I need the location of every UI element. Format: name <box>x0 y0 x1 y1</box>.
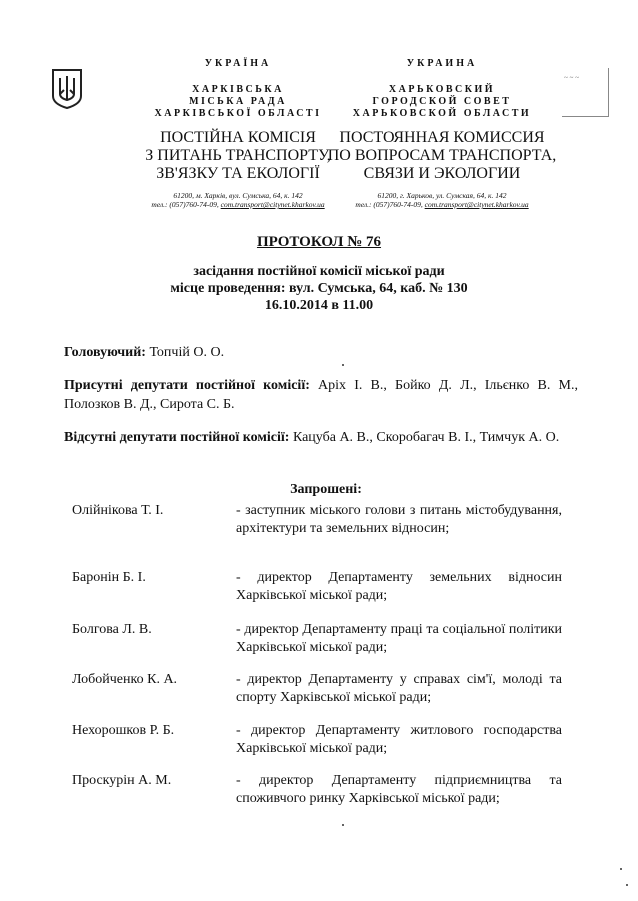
commission-name <box>322 129 562 183</box>
stamp-scribble-icon: ~ ~ ~ <box>564 74 579 82</box>
scan-speck <box>342 364 344 366</box>
address-line: 61200, г. Харьков, ул. Сумская, 64, к. 142 <box>377 191 507 200</box>
commission-line: ПО ВОПРОСАМ ТРАНСПОРТА, <box>327 147 557 164</box>
chair-value: Топчій О. О. <box>149 345 225 360</box>
header-russian <box>322 58 562 209</box>
email-link[interactable]: com.transport@citynet.kharkov.ua <box>220 200 325 209</box>
council-name <box>322 84 562 120</box>
phone-line: тел.: (057)760-74-09, <box>151 200 219 209</box>
coat-of-arms-icon <box>50 66 84 110</box>
invited-name: Лобойченко К. А. <box>72 672 178 687</box>
council-line: ГОРОДСКОЙ СОВЕТ <box>372 96 512 107</box>
registration-stamp <box>562 68 609 117</box>
invited-position: - заступник міського голови з питань містобудування, архітектури та земельних відносин; <box>236 503 562 536</box>
invited-name: Баронін Б. І. <box>72 570 146 585</box>
present-paragraph <box>64 376 578 414</box>
commission-line: СВЯЗИ И ЭКОЛОГИИ <box>363 165 521 182</box>
invited-name: Болгова Л. В. <box>72 622 152 637</box>
scan-speck <box>620 868 622 870</box>
header-ukrainian <box>138 58 338 209</box>
invited-name: Нехорошков Р. Б. <box>72 723 175 738</box>
council-name <box>138 84 338 120</box>
commission-line: З ПИТАНЬ ТРАНСПОРТУ, <box>145 147 331 164</box>
invited-position: - директор Департаменту житлового господарства Харківської міської ради; <box>236 723 562 756</box>
commission-line: ПОСТОЯННАЯ КОМИССИЯ <box>339 129 545 146</box>
council-line: ХАРКІВСЬКОЇ ОБЛАСТІ <box>154 108 322 119</box>
meeting-location: місце проведення: вул. Сумська, 64, каб. № 130 <box>170 281 468 296</box>
council-line: ХАРКІВСЬКА <box>192 84 284 95</box>
commission-line: ПОСТІЙНА КОМІСІЯ <box>160 129 316 146</box>
commission-line: ЗВ'ЯЗКУ ТА ЕКОЛОГІЇ <box>156 165 320 182</box>
invited-name: Проскурін А. М. <box>72 773 172 788</box>
email-link[interactable]: com.transport@citynet.kharkov.ua <box>424 200 529 209</box>
contact-address <box>138 191 338 209</box>
chair-label: Головуючий: <box>64 345 146 360</box>
present-value: Аріх І. В., Бойко Д. Л., Ільєнко В. М., Полозков В. Д., Сирота С. Б. <box>64 378 578 412</box>
meeting-datetime: 16.10.2014 в 11.00 <box>264 298 374 313</box>
scan-speck <box>626 884 628 886</box>
invited-position: - директор Департаменту у справах сім'ї, молоді та спорту Харківської міської ради; <box>236 672 562 705</box>
meeting-subtitle: засідання постійної комісії міської ради <box>193 264 445 279</box>
invited-heading: Запрошені: <box>290 482 362 497</box>
absent-paragraph <box>64 428 578 447</box>
council-line: ХАРЬКОВСКОЙ ОБЛАСТИ <box>352 108 532 119</box>
present-label: Присутні депутати постійної комісії: <box>64 378 310 393</box>
commission-name <box>138 129 338 183</box>
contact-address <box>322 191 562 209</box>
invited-position: - директор Департаменту підприємництва та споживчого ринку Харківської міської ради; <box>236 773 562 806</box>
council-line: ХАРЬКОВСКИЙ <box>388 84 496 95</box>
invited-position: - директор Департаменту праці та соціальної політики Харківської міської ради; <box>236 622 562 655</box>
invited-name: Олійнікова Т. І. <box>72 503 164 518</box>
country-name: УКРАЇНА <box>204 58 272 69</box>
country-name: УКРАИНА <box>406 58 478 69</box>
address-line: 61200, м. Харків, вул. Сумська, 64, к. 142 <box>173 191 303 200</box>
scan-speck <box>342 824 344 826</box>
invited-position: - директор Департаменту земельних відносин Харківської міської ради; <box>236 570 562 603</box>
protocol-title: ПРОТОКОЛ № 76 <box>256 234 382 250</box>
council-line: МІСЬКА РАДА <box>189 96 287 107</box>
chair-paragraph <box>64 343 578 362</box>
absent-value: Кацуба А. В., Скоробагач В. І., Тимчук А. О. <box>292 430 560 445</box>
phone-line: тел.: (057)760-74-09, <box>355 200 423 209</box>
absent-label: Відсутні депутати постійної комісії: <box>64 430 290 445</box>
